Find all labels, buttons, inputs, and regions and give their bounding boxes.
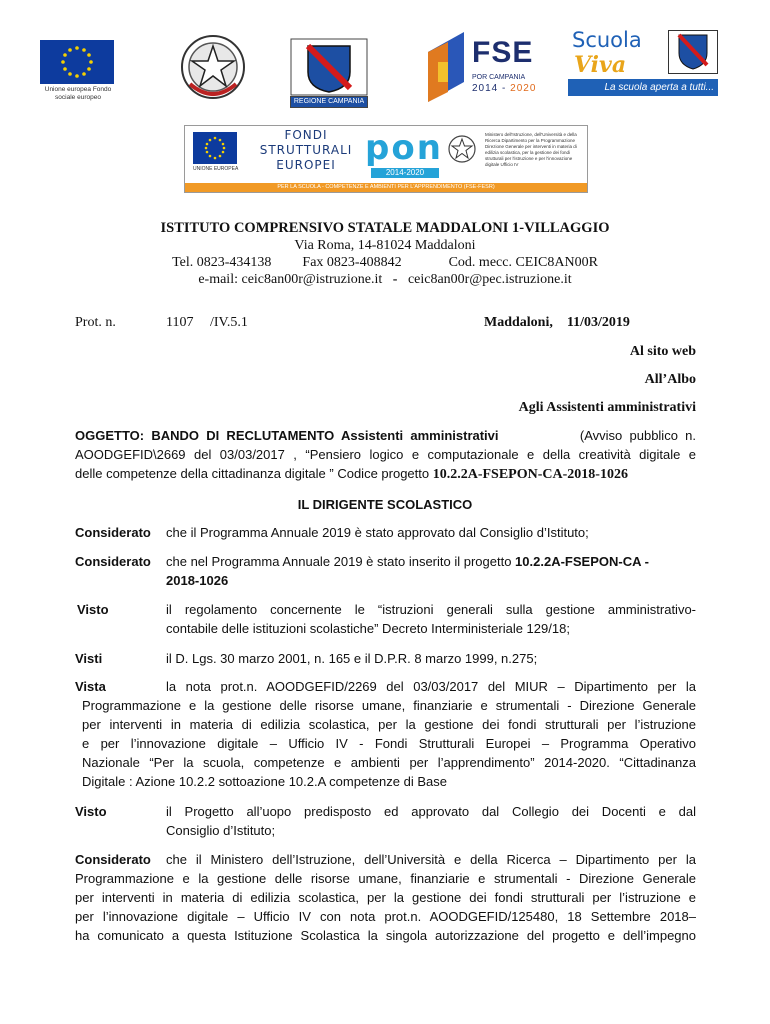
clause-5-line-2: Programmazione e la gestione delle risorse umane, finanziarie e strumentali - Direzione Generale [82, 698, 696, 713]
fse-mark-icon [424, 32, 470, 102]
viva-word: Viva [574, 52, 627, 78]
clause-6-label: Visto [75, 804, 107, 819]
eu-caption: Unione europea Fondo sociale europeo [44, 86, 112, 101]
clause-3-line-1: il regolamento concernente le “istruzioni generali sulla gestione amministrativo- [166, 602, 696, 617]
clause-1-label: Considerato [75, 525, 151, 540]
school-name: ISTITUTO COMPRENSIVO STATALE MADDALONI 1-VILLAGGIO [160, 220, 610, 236]
clause-2-line-1 [166, 554, 649, 569]
clause-5-line-5: Nazionale “Per la scuola, competenze e ambienti per l’apprendimento” 2014-2020. “Cittadinanza [82, 755, 696, 770]
fse-years: 2014 - 2020 [472, 83, 537, 94]
pon-word: pon [365, 128, 443, 168]
fse-year-end: 2020 [510, 83, 537, 94]
fse-por-campania-logo [424, 32, 544, 104]
logo-strip [0, 28, 770, 108]
school-emails [0, 272, 770, 288]
oggetto-line-3-text: delle competenze della cittadinanza digitale ” Codice progetto [75, 466, 433, 481]
pon-years: 2014-2020 [371, 168, 439, 178]
school-email: e-mail: ceic8an00r@istruzione.it [198, 272, 383, 287]
fondi-line-3: EUROPEI [276, 158, 336, 172]
clause-3-line-2: contabile delle istituzioni scolastiche” Decreto Interministeriale 129/18; [166, 621, 570, 636]
clause-7-line-4: per l’innovazione digitale – Ufficio IV con nota prot.n. AOODGEFID/125480, 18 Settembre 2018– [75, 909, 696, 924]
oggetto-line-1a: OGGETTO: BANDO DI RECLUTAMENTO Assistenti amministrativi [75, 428, 499, 443]
school-cod-mecc: Cod. mecc. CEIC8AN00R [448, 255, 598, 270]
school-fax: Fax 0823-408842 [302, 255, 402, 270]
pon-ministry-text: Ministero dell'Istruzione, dell'Università e della Ricerca Dipartimento per la Programmazione Direzione Generale per interventi in materia di edilizia scolastica, per la gestione dei fondi strutturali per l'istruzione e per l'innovazione digitale Ufficio IV [485, 132, 577, 167]
oggetto-line-1b: (Avviso pubblico n. [579, 428, 696, 443]
clause-5-line-4: e per l’innovazione digitale – Ufficio IV - Fondi Strutturali Europei – Programma Operativo [82, 736, 696, 751]
clause-7-line-5: ha comunicato a questa Istituzione Scolastica la singola autorizzazione del progetto e dell’impegno [75, 928, 696, 943]
fse-word: FSE [472, 36, 534, 69]
email-separator: - [392, 272, 398, 287]
recipient-sito-web: Al sito web [629, 344, 696, 359]
clause-1-text: che il Programma Annuale 2019 è stato approvato dal Consiglio d’Istituto; [166, 525, 589, 540]
oggetto-line-3 [75, 466, 628, 483]
regione-campania-logo [290, 38, 368, 108]
eu-flag-icon [40, 40, 114, 84]
clause-3-label: Visto [77, 602, 109, 617]
pon-eu-caption: UNIONE EUROPEA [193, 166, 239, 172]
prot-code: /IV.5.1 [210, 315, 248, 330]
italian-republic-emblem-icon [178, 32, 248, 102]
project-code: 10.2.2A-FSEPON-CA-2018-1026 [432, 467, 628, 482]
clause-5-line-3: per interventi in materia di edilizia scolastica, per la gestione dei fondi strutturali per l’istruzione [82, 717, 696, 732]
fondi-line-2: STRUTTURALI [259, 143, 353, 157]
clause-5-label: Vista [75, 679, 106, 694]
clause-2-label: Considerato [75, 554, 151, 569]
clause-5-line-6: Digitale : Azione 10.2.2 sottoazione 10.2.A competenze di Base [82, 774, 447, 789]
prot-label: Prot. n. [75, 315, 116, 330]
dirigente-heading: IL DIRIGENTE SCOLASTICO [297, 497, 473, 512]
school-contacts [0, 255, 770, 271]
clause-4-label: Visti [75, 651, 103, 666]
campania-shield-icon [290, 38, 368, 96]
school-address: Via Roma, 14-81024 Maddaloni [294, 238, 476, 253]
fse-sub: POR CAMPANIA [472, 74, 526, 81]
recipient-assistenti: Agli Assistenti amministrativi [518, 400, 696, 415]
recipient-albo: All’Albo [644, 372, 696, 387]
fondi-strutturali-text [251, 128, 361, 173]
clause-4-text: il D. Lgs. 30 marzo 2001, n. 165 e il D.P.R. 8 marzo 1999, n.275; [166, 651, 538, 666]
fondi-line-1: FONDI [284, 128, 328, 142]
pon-banner [184, 125, 588, 193]
clause-6-line-2: Consiglio d’Istituto; [166, 823, 276, 838]
clause-2-line-2: 2018-1026 [166, 573, 229, 588]
clause-7-line-2: Programmazione e la gestione delle risorse umane, finanziarie e strumentali - Direzione Generale [75, 871, 696, 886]
fse-year-start: 2014 [472, 83, 499, 94]
school-tel: Tel. 0823-434138 [172, 255, 272, 270]
pon-emblem-icon [447, 134, 477, 164]
clause-7-line-3: per interventi in materia di edilizia scolastica, per la gestione dei fondi strutturali per l’istruzione e [75, 890, 696, 905]
clause-2-code: 10.2.2A-FSEPON-CA - [515, 554, 649, 569]
oggetto-line-2: AOODGEFID\2669 del 03/03/2017 , “Pensiero logico e computazionale e della creatività digitale e [75, 447, 696, 462]
clause-6-line-1: il Progetto all’uopo predisposto ed approvato dal Collegio dei Docenti e dal [166, 804, 696, 819]
scuola-tagline: La scuola aperta a tutti... [568, 79, 718, 96]
campania-caption: REGIONE CAMPANIA [290, 96, 368, 108]
clause-2-text: che nel Programma Annuale 2019 è stato inserito il progetto [166, 554, 516, 569]
scuola-viva-logo [568, 28, 720, 104]
scuola-word: Scuola [572, 28, 642, 52]
school-pec: ceic8an00r@pec.istruzione.it [407, 272, 572, 287]
prot-number: 1107 [166, 315, 194, 330]
pon-band: PER LA SCUOLA - COMPETENZE E AMBIENTI PER L'APPRENDIMENTO (FSE-FESR) [185, 183, 587, 192]
clause-5-line-1: la nota prot.n. AOODGEFID/2269 del 03/03/2017 del MIUR – Dipartimento per la [166, 679, 696, 694]
eu-fse-logo [40, 40, 116, 102]
place-date: Maddaloni, 11/03/2019 [484, 315, 630, 330]
pon-eu-flag-icon [193, 132, 237, 164]
mini-campania-shield-icon [668, 30, 718, 74]
clause-7-label: Considerato [75, 852, 151, 867]
clause-7-line-1: che il Ministero dell’Istruzione, dell’Università e della Ricerca – Dipartimento per la [166, 852, 696, 867]
